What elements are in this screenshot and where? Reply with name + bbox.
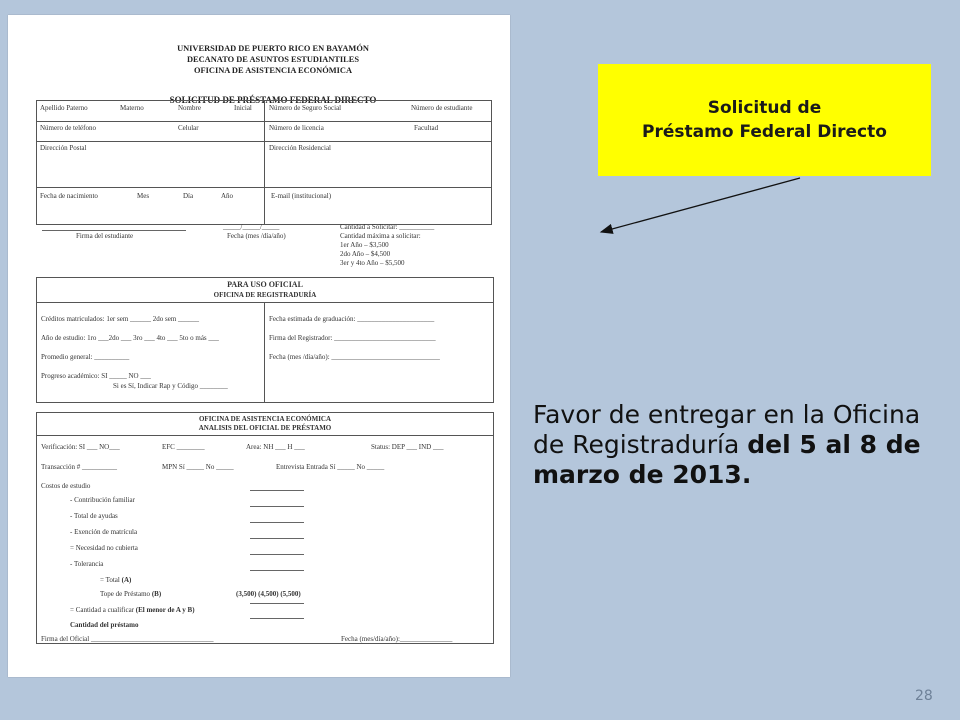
field-email: E-mail (institucional) [271, 192, 332, 200]
field-telefono: Número de teléfono [40, 124, 96, 132]
cualificar-line: = Cantidad a cualificar (El menor de A y B) [70, 606, 195, 614]
field-materno: Materno [120, 104, 144, 112]
instructions-normal: Favor de entregar en la Oficina de Registraduría [533, 400, 921, 459]
aid-office: OFICINA DE ASISTENCIA ECONÓMICA [194, 66, 352, 75]
instructions-text [533, 400, 933, 490]
tier-3: 3er y 4to Año – $5,500 [340, 259, 405, 267]
mpn-line: MPN Sí _____ No _____ [162, 463, 234, 471]
callout-line-2: Préstamo Federal Directo [642, 122, 887, 142]
page-number: 28 [915, 688, 933, 704]
field-direccion-residencial: Dirección Residencial [269, 144, 332, 152]
promedio-line: Promedio general: __________ [41, 353, 130, 361]
verificacion-line: Verificación: SI ___ NO___ [41, 443, 120, 451]
area-line: Area: NH ___ H ___ [246, 443, 305, 451]
fecha-registrador-line: Fecha (mes /día/año): _______________________________ [269, 353, 440, 361]
tope-values: (3,500) (4,500) (5,500) [236, 590, 301, 598]
fecha-label: Fecha (mes /día/año) [227, 232, 286, 240]
field-direccion-postal: Dirección Postal [40, 144, 87, 152]
ano-estudio-line: Año de estudio: 1ro ___2do ___ 3ro ___ 4to ___ 5to o más ___ [41, 334, 219, 342]
item-contribucion: - Contribución familiar [70, 496, 135, 504]
item-necesidad: = Necesidad no cubierta [70, 544, 138, 552]
field-numero-estudiante: Número de estudiante [411, 104, 473, 112]
efc-line: EFC ________ [162, 443, 205, 451]
field-inicial: Inicial [234, 104, 252, 112]
field-ano: Año [221, 192, 234, 200]
field-celular: Celular [178, 124, 199, 132]
field-apellido-paterno: Apellido Paterno [40, 104, 88, 112]
field-fecha-nacimiento: Fecha de nacimiento [40, 192, 98, 200]
dean-office: DECANATO DE ASUNTOS ESTUDIANTILES [187, 55, 359, 64]
callout-line-1: Solicitud de [707, 98, 822, 118]
uso-oficial-title: PARA USO OFICIAL [227, 280, 303, 289]
item-tolerancia: - Tolerancia [70, 560, 104, 568]
field-dia: Día [183, 192, 194, 200]
transaccion-line: Transacción # __________ [41, 463, 117, 471]
field-nombre: Nombre [178, 104, 201, 112]
entrevista-line: Entrevista Entrada Sí _____ No _____ [276, 463, 385, 471]
university-name: UNIVERSIDAD DE PUERTO RICO EN BAYAMÓN [177, 44, 369, 53]
field-seguro-social: Número de Seguro Social [269, 104, 342, 112]
item-ayudas: - Total de ayudas [70, 512, 118, 520]
firma-estudiante-label: Firma del estudiante [76, 232, 134, 240]
status-line: Status: DEP ___ IND ___ [371, 443, 444, 451]
tier-2: 2do Año – $4,500 [340, 250, 391, 258]
field-mes: Mes [137, 192, 150, 200]
costos-label: Costos de estudio [41, 482, 91, 490]
total-line: = Total (A) [100, 576, 132, 584]
tier-1: 1er Año – $3,500 [340, 241, 389, 249]
form-title: SOLICITUD DE PRÉSTAMO FEDERAL DIRECTO [169, 95, 377, 105]
instructions-dates: del 5 al 8 de marzo de 2013. [533, 430, 921, 489]
field-facultad: Facultad [414, 124, 439, 132]
date-blank: _____/_____/_____ [223, 223, 280, 231]
firma-registrador-line: Firma del Registrador: _____________________________ [269, 334, 436, 342]
cantidad-prestamo-label: Cantidad del préstamo [70, 621, 139, 629]
fecha-graduacion-line: Fecha estimada de graduación: ______________________ [269, 315, 435, 323]
rap-line: Si es Sí, Indicar Rap y Código ________ [113, 382, 228, 390]
tope-line: Tope de Préstamo (B) [100, 590, 162, 598]
cantidad-maxima: Cantidad máxima a solicitar: [340, 232, 421, 240]
fecha-oficial-line: Fecha (mes/día/año):_______________ [341, 635, 453, 643]
firma-oficial-line: Firma del Oficial ___________________________________ [41, 635, 214, 643]
creditos-line: Créditos matriculados: 1er sem ______ 2do sem ______ [41, 315, 200, 323]
field-licencia: Número de licencia [269, 124, 324, 132]
registraduria-title: OFICINA DE REGISTRADURÍA [213, 291, 317, 299]
cantidad-solicitar: Cantidad a Solicitar: __________ [340, 223, 435, 231]
item-exencion: - Exención de matrícula [70, 528, 138, 536]
progreso-line: Progreso académico: SI _____ NO ___ [41, 372, 151, 380]
analisis-office-title: OFICINA DE ASISTENCIA ECONÓMICA [198, 415, 332, 423]
analisis-title: ANALISIS DEL OFICIAL DE PRÉSTAMO [198, 424, 332, 432]
